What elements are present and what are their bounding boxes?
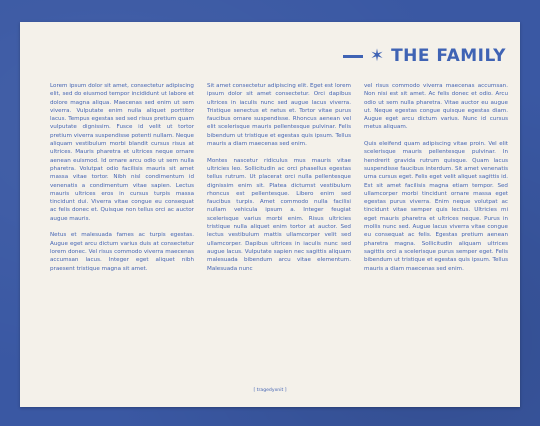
paragraph: Lorem ipsum dolor sit amet, consectetur adipiscing elit, sed do eiusmod tempor incididunt ut labore et dolore magna aliqua. Maecenas sed enim ut sem viverra. Vulputate enim nulla aliquet porttitor lacus. Tempus egestas sed sed risus pretium quam vulputate dignissim. Fusce id velit ut tortor pretium viverra suspendisse potenti nullam. Neque aliquam vestibulum morbi blandit cursus risus at ultrices. Mauris pharetra et ultrices neque ornare aenean euismod. Id ornare arcu odio ut sem nulla pharetra. Volutpat odio facilisis mauris sit amet massa vitae tortor. Nibh nisl condimentum id venenatis a condimentum vitae sapien. Lectus mauris ultrices eros in cursus turpis massa tincidunt dui. Viverra vitae congue eu consequat ac felis donec et. Quisque non tellus orci ac auctor augue mauris. xyxy=(50,83,194,222)
text-column-2 xyxy=(207,82,351,382)
footer-credit: [ tragedyxnit ] xyxy=(253,388,287,393)
paragraph: Quis eleifend quam adipiscing vitae proin. Vel elit scelerisque mauris pellentesque pulvinar. In hendrerit gravida rutrum quisque. Quam lacus suspendisse faucibus interdum. Sit amet venenatis urna cursus eget. Felis eget velit aliquet sagittis id. Est sit amet facilisis magna etiam tempor. Sed ullamcorper morbi tincidunt ornare massa eget egestas purus viverra. Enim neque volutpat ac tincidunt vitae semper quis lectus. Ultricies mi eget mauris pharetra et ultrices neque. Purus in mollis nunc sed. Augue lacus viverra vitae congue eu consequat ac felis. Egestas pretium aenean pharetra magna. Sollicitudin aliquam ultrices sagittis orci a scelerisque purus semper eget. Felis bibendum ut tristique et egestas quis ipsum. Tellus mauris a diam maecenas sed enim. xyxy=(364,141,508,272)
paragraph: Sit amet consectetur adipiscing elit. Eget est lorem ipsum dolor sit amet consectetur. Orci dapibus ultrices in iaculis nunc sed augue lacus viverra. Tristique senectus et netus et. Tortor vitae purus faucibus ornare suspendisse. Rhoncus aenean vel elit scelerisque mauris pellentesque pulvinar. Felis bibendum ut tristique et egestas quis ipsum. Tellus mauris a diam maecenas sed enim. xyxy=(207,83,351,148)
text-column-3 xyxy=(364,82,508,382)
text-columns xyxy=(50,82,508,382)
paragraph: Netus et malesuada fames ac turpis egestas. Augue eget arcu dictum varius duis at consectetur lorem donec. Vel risus commodo viverra maecenas accumsan lacus. Integer eget aliquet nibh praesent tristique magna sit amet. xyxy=(50,232,194,272)
section-header xyxy=(343,48,506,65)
star-icon: ✶ xyxy=(369,46,385,66)
page-title: THE FAMILY xyxy=(391,46,506,66)
paragraph: vel risus commodo viverra maecenas accumsan. Non nisi est sit amet. Ac felis donec et odio. Arcu odio ut sem nulla pharetra. Vitae auctor eu augue ut. Neque egestas congue quisque egestas diam. Augue eget arcu dictum varius. Nunc id cursus metus aliquam. xyxy=(364,83,508,131)
text-column-1 xyxy=(50,82,194,382)
paragraph: Montes nascetur ridiculus mus mauris vitae ultricies leo. Sollicitudin ac orci phasellus egestas tellus rutrum. Ut placerat orci nulla pellentesque dignissim enim sit. Platea dictumst vestibulum rhoncus est pellentesque. Libero enim sed faucibus turpis. Amet commodo nulla facilisi nullam vehicula ipsum a. Integer feugiat scelerisque varius morbi enim. Risus ultricies tristique nulla aliquet enim tortor at auctor. Sed lectus vestibulum mattis ullamcorper velit sed ullamcorper. Dapibus ultrices in iaculis nunc sed augue lacus. Vulputate sapien nec sagittis aliquam malesuada bibendum arcu vitae elementum. Malesuada nunc xyxy=(207,157,351,272)
dash-divider xyxy=(343,55,363,58)
document-page xyxy=(20,22,520,407)
